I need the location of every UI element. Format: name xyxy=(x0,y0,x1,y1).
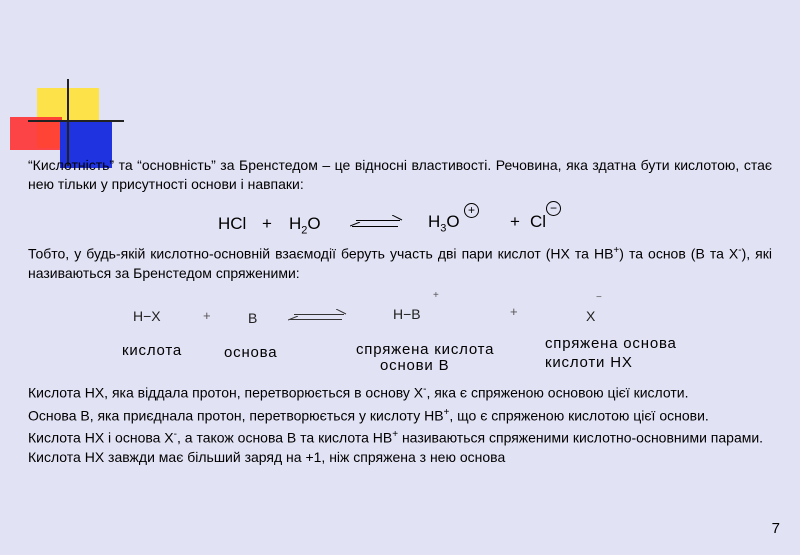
x-charge: − xyxy=(596,292,602,303)
formula-h3o: $H_3O$ xyxy=(428,212,460,235)
plus-sign: + xyxy=(203,308,211,323)
para2-sup-2: - xyxy=(738,245,742,256)
label-conjugate-base-line2: кислоти НХ xyxy=(545,354,633,371)
formula-hx: H−X xyxy=(133,308,161,324)
arrow-head-icon xyxy=(288,316,300,324)
plus-sign: + xyxy=(510,212,520,231)
explanation-block xyxy=(28,380,788,467)
explanation-line-3: Кислота НХ і основа Х-, а також основа В та кислота НВ+ називаються спряженими кислотно-основними парами. xyxy=(28,429,764,446)
explanation-line-2: Основа В, яка приєднала протон, перетворюється у кислоту НВ+, що є спряженою кислотою цієї основи. xyxy=(28,406,709,424)
label-conjugate-acid-line2: основи В xyxy=(380,357,450,374)
intro-text: “Кислотність” та “основність” за Бренстедом – це відносні властивості. Речовина, яка здатна бути кислотою, стає нею тільки у присутності основи і навпаки: xyxy=(28,157,772,192)
formula-x: X xyxy=(586,308,596,324)
formula-hcl: HCl xyxy=(218,214,247,233)
para2-text-2: ) та основ (В та Х xyxy=(619,245,739,262)
formula-b: B xyxy=(248,310,258,326)
formula-h2o: $H_2O$ xyxy=(289,214,321,237)
plus-sign: + xyxy=(262,214,272,233)
label-acid: кислота xyxy=(122,342,183,359)
label-conjugate-base-line1: спряжена основа xyxy=(545,335,677,352)
para2-text-3: ), які називаються за Бренстедом спряженими: xyxy=(28,245,772,281)
explanation-line-1: Кислота НХ, яка віддала протон, перетворюється в основу Х-, яка є спряженою основою цієї кислоти. xyxy=(28,384,689,401)
plus-sign: + xyxy=(510,304,518,319)
para2-text-1: Тобто, у будь-якій кислотно-основній взаємодії беруть участь дві пари кислот (НХ та НВ xyxy=(28,245,614,262)
formula-hb: H−B xyxy=(393,306,421,322)
positive-charge-icon: + xyxy=(464,203,479,218)
label-base: основа xyxy=(224,344,278,361)
arrow-head-icon xyxy=(336,309,348,317)
para2-sup-1: + xyxy=(613,245,620,256)
explanation-line-4: Кислота НХ завжди має більший заряд на +1, ніж спряжена з нею основа xyxy=(28,448,506,465)
negative-charge-icon: − xyxy=(546,201,561,216)
formula-cl: Cl xyxy=(530,212,547,231)
hb-charge: + xyxy=(433,290,439,301)
page-number: 7 xyxy=(771,520,780,537)
label-conjugate-acid-line1: спряжена кислота xyxy=(356,341,495,358)
